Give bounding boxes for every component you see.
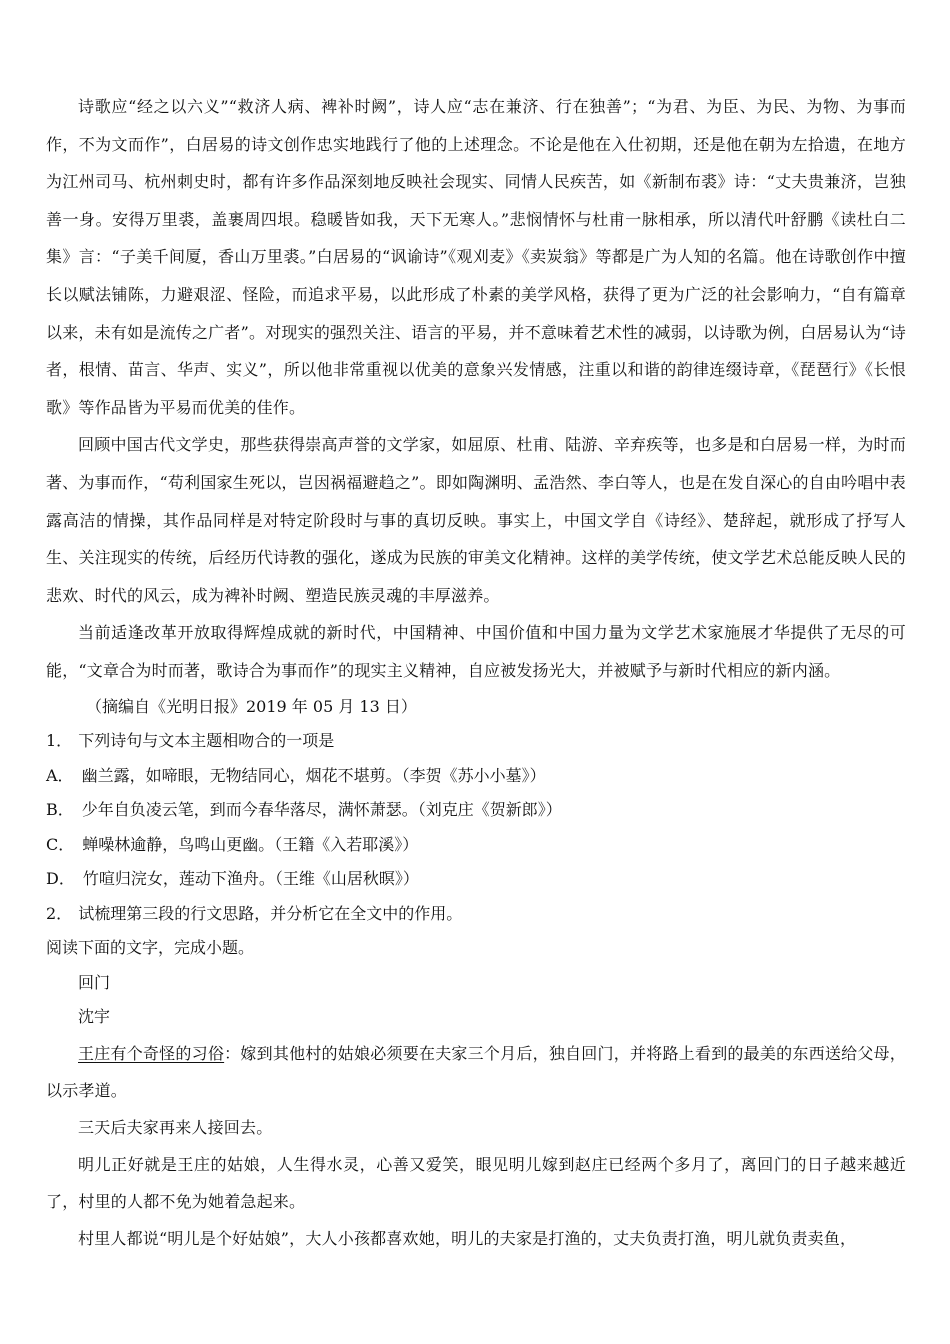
underlined-phrase: 王庄有个奇怪的习俗 xyxy=(78,1043,225,1063)
option-a-text: 幽兰露，如啼眼，无物结同心，烟花不堪剪。（李贺《苏小小墓》） xyxy=(81,765,546,785)
option-d-text: 竹喧归浣女，莲动下渔舟。（王维《山居秋暝》） xyxy=(82,869,419,888)
option-a xyxy=(46,759,906,794)
question-2-stem: 试梳理第三段的行文思路，并分析它在全文中的作用。 xyxy=(78,903,463,923)
reading-instruction: 阅读下面的文字，完成小题。 xyxy=(46,938,255,957)
question-1-number: 1． xyxy=(46,731,73,750)
option-a-label: A． xyxy=(46,765,74,785)
option-b-text: 少年自负凌云笔，到而今春华落尽，满怀萧瑟。（刘克庄《贺新郎》） xyxy=(81,800,562,819)
source-citation: （摘编自《光明日报》2019 年 05 月 13 日） xyxy=(86,696,417,716)
question-2-number: 2． xyxy=(46,903,73,923)
option-b-label: B． xyxy=(46,800,74,819)
story-paragraph-2: 三天后夫家再来人接回去。 xyxy=(78,1117,273,1137)
option-d xyxy=(46,862,906,897)
story-paragraph-1-text: ：嫁到其他村的姑娘必须要在夫家三个月后，独自回门，并将路上看到的最美的东西送给父母，以示孝道。 xyxy=(46,1043,906,1100)
option-c-text: 蝉噪林逾静，鸟鸣山更幽。（王籍《入若耶溪》） xyxy=(82,834,419,854)
story-title: 回门 xyxy=(78,972,111,992)
passage-paragraph-2: 回顾中国古代文学史，那些获得崇高声誉的文学家，如屈原、杜甫、陆游、辛弃疾等，也多是和白居易一样，为时而著、为事而作，“苟利国家生死以，岂因祸福避趋之”。即如陶渊明、孟浩然、李白等人，也是在发自深心的自由吟唱中表露高洁的情操，其作品同样是对特定阶段时与事的真切反映。事实上，中国文学自《诗经》、楚辞起，就形成了抒写人生、关注现实的传统，后经历代诗教的强化，遂成为民族的审美文化精神。这样的美学传统，使文学艺术总能反映人民的悲欢、时代的风云，成为裨补时阙、塑造民族灵魂的丰厚滋养。 xyxy=(46,435,906,605)
story-paragraph-1 xyxy=(46,1035,906,1109)
question-2 xyxy=(46,897,906,932)
content-column xyxy=(46,88,906,1257)
question-1-stem: 下列诗句与文本主题相吻合的一项是 xyxy=(78,731,335,750)
question-1 xyxy=(46,724,906,759)
option-b xyxy=(46,793,906,828)
story-paragraph-3: 明儿正好就是王庄的姑娘，人生得水灵，心善又爱笑，眼见明儿嫁到赵庄已经两个多月了，离回门的日子越来越近了，村里的人都不免为她着急起来。 xyxy=(46,1154,906,1211)
option-c-label: C． xyxy=(46,834,75,854)
option-c xyxy=(46,828,906,863)
story-paragraph-4: 村里人都说“明儿是个好姑娘”，大人小孩都喜欢她，明儿的夫家是打渔的，丈夫负责打渔，明儿就负责卖鱼， xyxy=(78,1228,857,1248)
story-author: 沈宇 xyxy=(78,1007,111,1026)
passage-paragraph-3: 当前适逢改革开放取得辉煌成就的新时代，中国精神、中国价值和中国力量为文学艺术家施展才华提供了无尽的可能，“文章合为时而著，歌诗合为事而作”的现实主义精神，自应被发扬光大，并被赋予与新时代相应的新内涵。 xyxy=(46,623,906,680)
option-d-label: D． xyxy=(46,869,75,888)
passage-paragraph-1: 诗歌应“经之以六义”“救济人病、裨补时阙”，诗人应“志在兼济、行在独善”；“为君、为臣、为民、为物、为事而作，不为文而作”，白居易的诗文创作忠实地践行了他的上述理念。不论是他在入仕初期，还是他在朝为左拾遗，在地方为江州司马、杭州刺史时，都有许多作品深刻地反映社会现实、同情人民疾苦，如《新制布裘》诗：“丈夫贵兼济，岂独善一身。安得万里裘，盖裹周四垠。稳暖皆如我，天下无寒人。”悲悯情怀与杜甫一脉相承，所以清代叶舒鹏《读杜白二集》言：“子美千间厦，香山万里裘。”白居易的“讽谕诗”《观刈麦》《卖炭翁》等都是广为人知的名篇。他在诗歌创作中擅长以赋法铺陈，力避艰涩、怪险，而追求平易，以此形成了朴素的美学风格，获得了更为广泛的社会影响力，“自有篇章以来，未有如是流传之广者”。对现实的强烈关注、语言的平易，并不意味着艺术性的减弱，以诗歌为例，白居易认为“诗者，根情、苗言、华声、实义”，所以他非常重视以优美的意象兴发情感，注重以和谐的韵律连缀诗章，《琵琶行》《长恨歌》等作品皆为平易而优美的佳作。 xyxy=(46,97,906,417)
